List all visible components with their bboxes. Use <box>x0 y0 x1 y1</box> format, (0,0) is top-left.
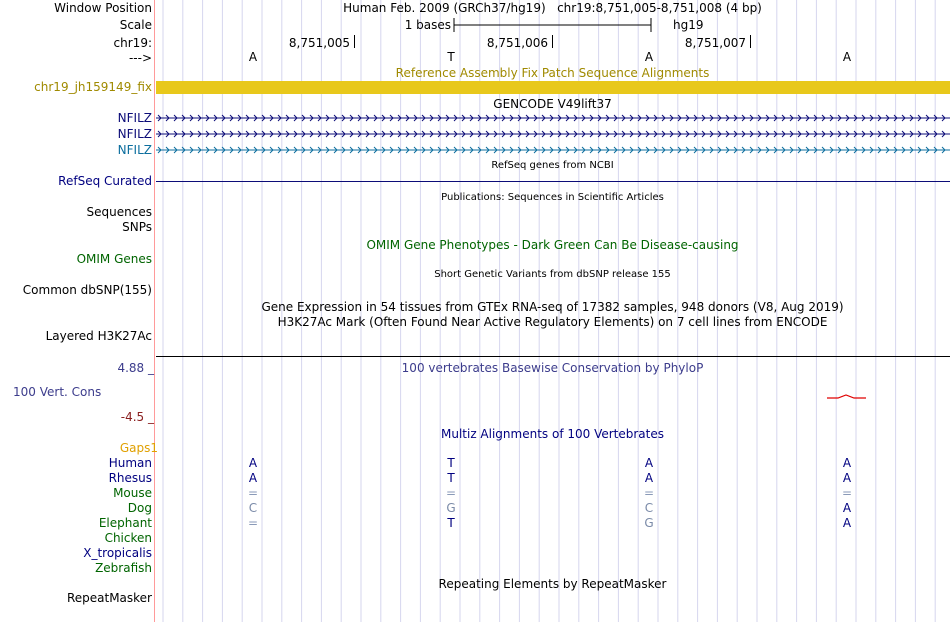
dbsnp-track-title: Short Genetic Variants from dbSNP release 155 <box>434 269 671 280</box>
omim-track-title: OMIM Gene Phenotypes - Dark Green Can Be Disease-causing <box>366 238 739 252</box>
refseq-label[interactable]: RefSeq Curated <box>58 174 152 188</box>
refseq-gene-line[interactable] <box>156 181 950 182</box>
gencode-gene-feature[interactable] <box>156 145 950 155</box>
species-label[interactable]: Chicken <box>104 531 152 545</box>
gencode-gene-label[interactable]: NFILZ <box>117 111 152 125</box>
scale-bar <box>452 17 654 33</box>
aligned-base: T <box>447 456 455 470</box>
aligned-base: A <box>842 501 852 515</box>
gencode-gene-feature[interactable] <box>156 113 950 123</box>
aligned-base: = <box>445 486 457 500</box>
h3k27ac-signal-line <box>156 356 950 357</box>
conservation-track-title: 100 vertebrates Basewise Conservation by PhyloP <box>401 361 704 375</box>
conservation-min-value: -4.5 _ <box>120 410 154 424</box>
dbsnp-label[interactable]: Common dbSNP(155) <box>22 283 152 297</box>
fix-patch-label[interactable]: chr19_jh159149_fix <box>34 80 152 94</box>
aligned-base: A <box>644 456 654 470</box>
scale-label: Scale <box>119 18 152 32</box>
multiz-track-title: Multiz Alignments of 100 Vertebrates <box>440 427 665 441</box>
reference-base: A <box>842 50 852 64</box>
species-label[interactable]: Zebrafish <box>95 561 152 575</box>
position-tick-mark <box>750 35 751 48</box>
strand-arrow-label: ---> <box>128 51 152 65</box>
reference-base: T <box>447 50 455 64</box>
gtex-track-title: Gene Expression in 54 tissues from GTEx RNA-seq of 17382 samples, 948 donors (V8, Aug 2019) <box>261 300 844 314</box>
gencode-gene-label[interactable]: NFILZ <box>117 143 152 157</box>
species-label[interactable]: Mouse <box>113 486 152 500</box>
aligned-base: = <box>643 486 655 500</box>
publications-track-title: Publications: Sequences in Scientific Articles <box>441 192 664 203</box>
aligned-base: A <box>248 456 258 470</box>
aligned-base: A <box>248 471 258 485</box>
repeatmasker-label[interactable]: RepeatMasker <box>66 591 152 605</box>
reference-base: A <box>248 50 258 64</box>
aligned-base: C <box>644 501 654 515</box>
aligned-base: T <box>447 471 455 485</box>
conservation-label[interactable]: 100 Vert. Cons <box>13 385 102 399</box>
fix-patch-track-title: Reference Assembly Fix Patch Sequence Alignments <box>395 66 710 80</box>
snps-label[interactable]: SNPs <box>122 220 152 234</box>
fix-patch-alignment-bar[interactable] <box>156 81 950 94</box>
aligned-base: T <box>447 516 455 530</box>
conservation-signal <box>826 392 868 402</box>
position-tick-label: 8,751,006 <box>486 36 548 50</box>
aligned-base: = <box>247 516 259 530</box>
gaps-label[interactable]: Gaps1 <box>119 441 158 455</box>
species-label[interactable]: Human <box>108 456 152 470</box>
position-tick-label: 8,751,005 <box>288 36 350 50</box>
repeatmasker-track-title: Repeating Elements by RepeatMasker <box>438 577 667 591</box>
species-label[interactable]: Elephant <box>98 516 152 530</box>
species-label[interactable]: X_tropicalis <box>83 546 152 560</box>
aligned-base: = <box>841 486 853 500</box>
window-position-value: Human Feb. 2009 (GRCh37/hg19) chr19:8,751,005-8,751,008 (4 bp) <box>343 1 762 15</box>
species-label[interactable]: Dog <box>127 501 152 515</box>
gencode-gene-label[interactable]: NFILZ <box>117 127 152 141</box>
aligned-base: G <box>446 501 456 515</box>
aligned-base: A <box>842 516 852 530</box>
position-tick-label: 8,751,007 <box>684 36 746 50</box>
h3k27ac-track-title: H3K27Ac Mark (Often Found Near Active Regulatory Elements) on 7 cell lines from ENCODE <box>277 315 828 329</box>
gencode-gene-feature[interactable] <box>156 129 950 139</box>
reference-base: A <box>644 50 654 64</box>
refseq-track-title: RefSeq genes from NCBI <box>491 160 614 171</box>
species-label[interactable]: Rhesus <box>108 471 152 485</box>
aligned-base: C <box>248 501 258 515</box>
position-tick-mark <box>354 35 355 48</box>
conservation-max-value: 4.88 _ <box>117 361 154 375</box>
aligned-base: A <box>842 471 852 485</box>
aligned-base: A <box>644 471 654 485</box>
position-tick-mark <box>552 35 553 48</box>
chrom-label: chr19: <box>113 36 152 50</box>
h3k27ac-label[interactable]: Layered H3K27Ac <box>45 329 152 343</box>
aligned-base: G <box>644 516 654 530</box>
scale-bases-text: 1 bases <box>404 18 451 32</box>
sequences-label[interactable]: Sequences <box>86 205 152 219</box>
aligned-base: = <box>247 486 259 500</box>
window-position-label: Window Position <box>54 1 152 15</box>
omim-label[interactable]: OMIM Genes <box>76 252 152 266</box>
assembly-name: hg19 <box>673 18 704 32</box>
gencode-track-title: GENCODE V49lift37 <box>493 97 612 111</box>
aligned-base: A <box>842 456 852 470</box>
